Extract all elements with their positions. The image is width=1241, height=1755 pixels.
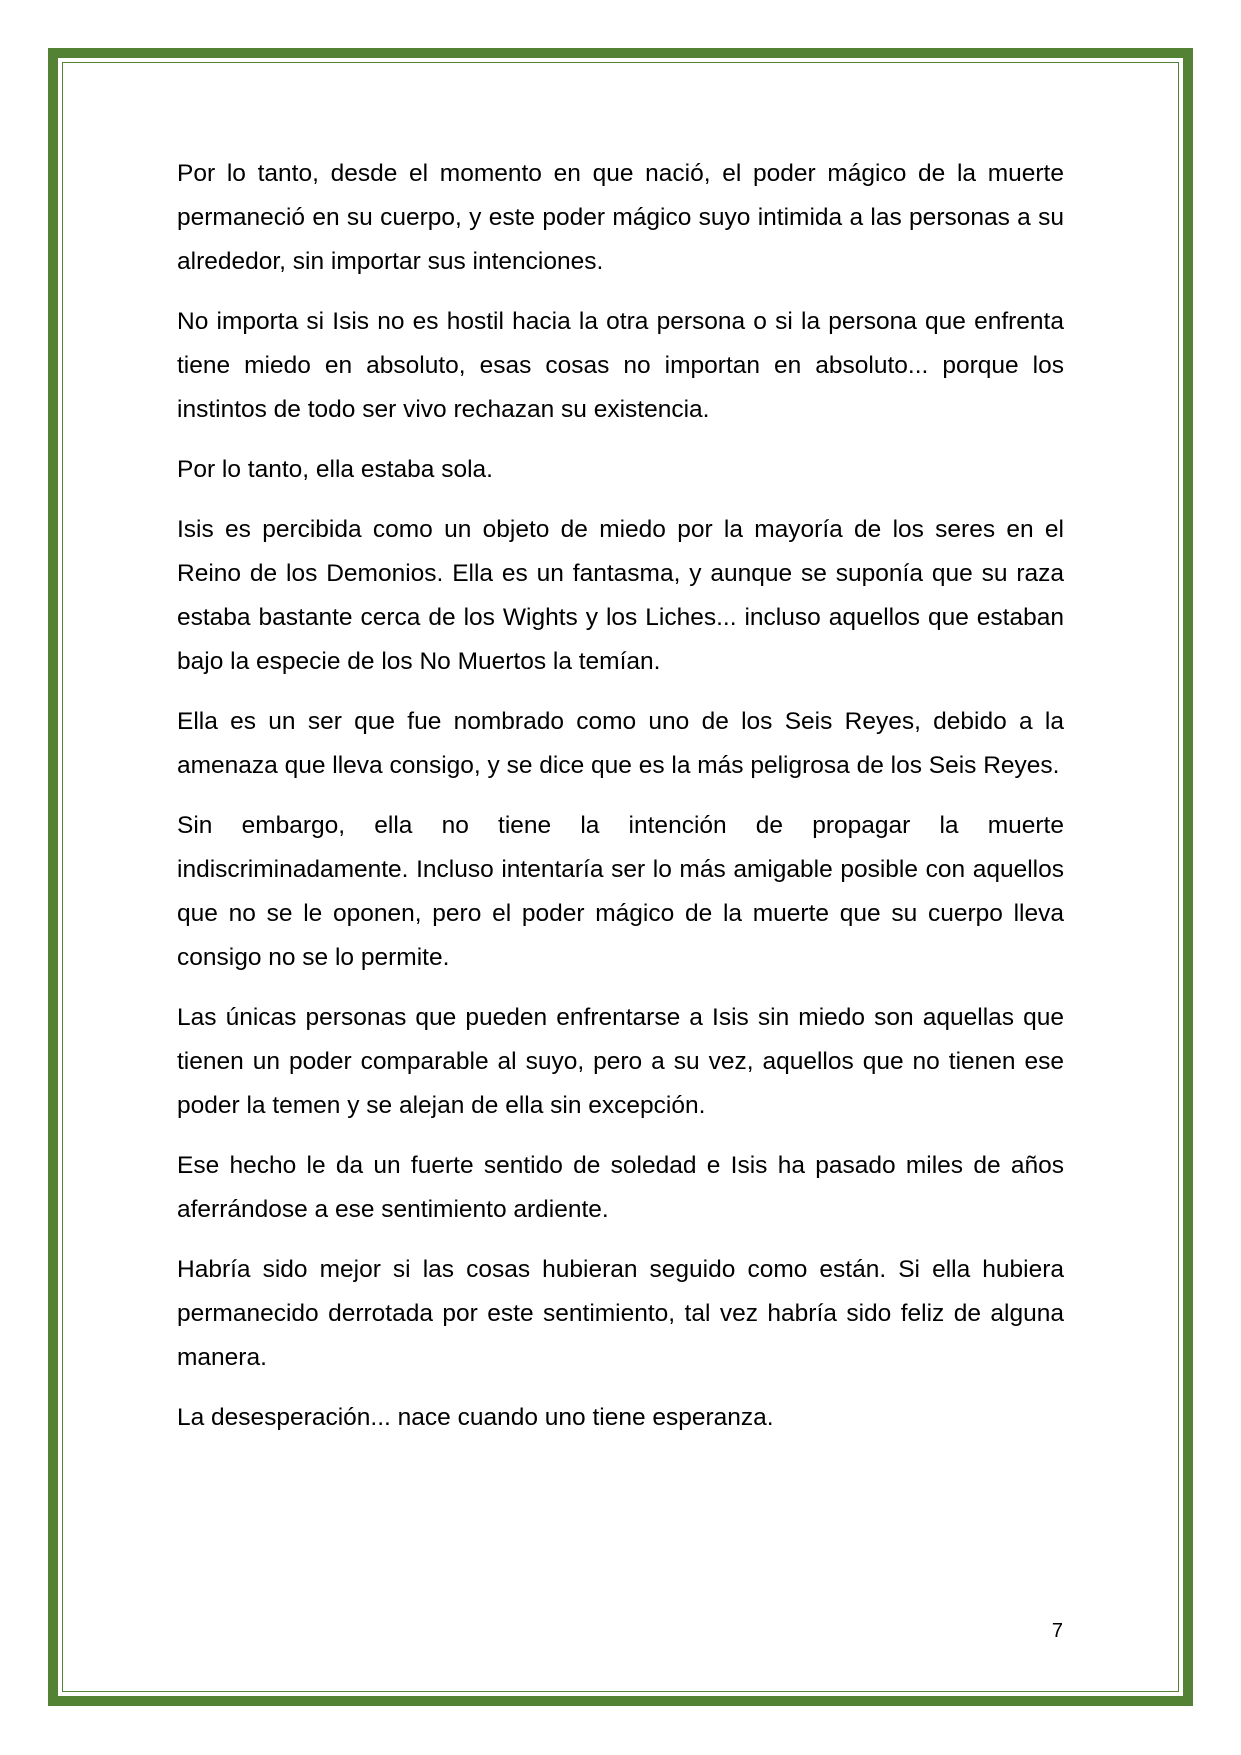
paragraph-4: Isis es percibida como un objeto de miedo por la mayoría de los seres en el Reino de los Demonios. Ella es un fantasma, y aunque se suponía que su raza estaba bastante cerca de los Wights y los Liches... incluso aquellos que estaban bajo la especie de los No Muertos la temían. bbox=[177, 516, 1064, 675]
paragraph-7: Las únicas personas que pueden enfrentarse a Isis sin miedo son aquellas que tienen un poder comparable al suyo, pero a su vez, aquellos que no tienen ese poder la temen y se alejan de ella sin excepción. bbox=[177, 1004, 1064, 1119]
paragraph-1: Por lo tanto, desde el momento en que nació, el poder mágico de la muerte permaneció en su cuerpo, y este poder mágico suyo intimida a las personas a su alrededor, sin importar sus intenciones. bbox=[177, 160, 1064, 275]
page-number: 7 bbox=[1051, 1620, 1063, 1642]
paragraph-10: La desesperación... nace cuando uno tiene esperanza. bbox=[177, 1404, 774, 1431]
paragraph-2: No importa si Isis no es hostil hacia la otra persona o si la persona que enfrenta tiene miedo en absoluto, esas cosas no importan en absoluto... porque los instintos de todo ser vivo rechazan su existencia. bbox=[177, 308, 1064, 423]
paragraph-5: Ella es un ser que fue nombrado como uno de los Seis Reyes, debido a la amenaza que lleva consigo, y se dice que es la más peligrosa de los Seis Reyes. bbox=[177, 708, 1064, 779]
paragraph-9: Habría sido mejor si las cosas hubieran seguido como están. Si ella hubiera permanecido derrotada por este sentimiento, tal vez habría sido feliz de alguna manera. bbox=[177, 1256, 1064, 1371]
document-body bbox=[177, 152, 1064, 1456]
paragraph-3: Por lo tanto, ella estaba sola. bbox=[177, 456, 493, 483]
paragraph-8: Ese hecho le da un fuerte sentido de soledad e Isis ha pasado miles de años aferrándose a ese sentimiento ardiente. bbox=[177, 1152, 1064, 1223]
paragraph-6: Sin embargo, ella no tiene la intención de propagar la muerte indiscriminadamente. Incluso intentaría ser lo más amigable posible con aquellos que no se le oponen, pero el poder mágico de la muerte que su cuerpo lleva consigo no se lo permite. bbox=[177, 812, 1064, 971]
